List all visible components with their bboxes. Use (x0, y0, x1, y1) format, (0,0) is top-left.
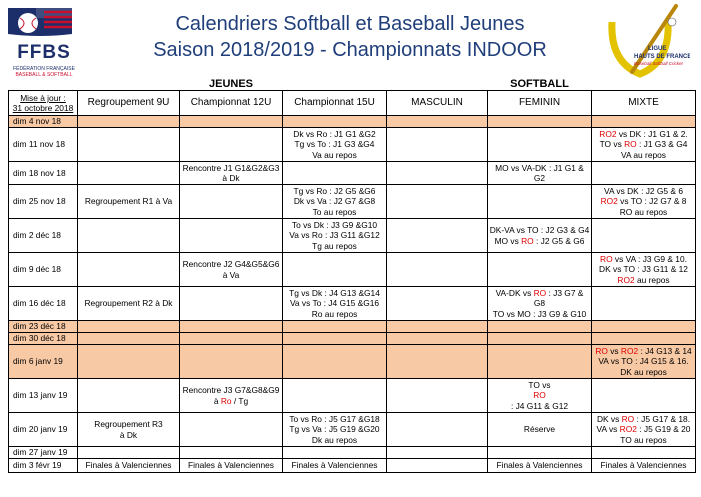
cell-text: Finales à Valenciennes (496, 460, 583, 471)
col-header-regroupement-9u: Regroupement 9U (78, 91, 180, 116)
cell-feminin (488, 379, 592, 413)
cell-feminin (488, 219, 592, 253)
cell-text: à Dk (119, 429, 138, 440)
schedule-row (9, 333, 696, 345)
team-highlight: RO (600, 253, 613, 264)
schedule-row (9, 287, 696, 321)
date-cell: dim 18 nov 18 (9, 162, 78, 185)
cell-text: RO au repos (619, 206, 668, 217)
cell-text: : J1 G3 & G4 (636, 139, 688, 150)
cell-text: To au repos (312, 206, 357, 217)
cell-text: DK vs TO : J3 G11 & 12 (599, 264, 688, 275)
cell-mixte (592, 162, 696, 185)
cell-feminin (488, 333, 592, 345)
cell-championnat-12u (180, 116, 283, 128)
cell-text: MO vs VA-DK : J1 G1 & (495, 162, 584, 173)
cell-regroupement-9u (78, 185, 180, 219)
cell-text: TO vs (528, 379, 551, 390)
cell-text: vs DK : J1 G1 & 2. (616, 128, 688, 139)
cell-mixte (592, 345, 696, 379)
date-cell: dim 11 nov 18 (9, 128, 78, 162)
cell-championnat-12u (180, 287, 283, 321)
cell-feminin (488, 116, 592, 128)
team-highlight: RO (624, 139, 637, 150)
cell-text: VA vs DK : J2 G5 & 6 (604, 185, 683, 196)
update-date-header (9, 91, 78, 116)
cell-text: à Dk (222, 173, 240, 183)
ffbs-letters: FFBS (17, 42, 71, 63)
cell-text: : J4 G11 & G12 (510, 400, 569, 411)
cell-mixte (592, 128, 696, 162)
ligue-line3: Baseball Softball Cricket (634, 61, 683, 66)
calendar-table (8, 78, 696, 473)
cell-championnat-12u (180, 219, 283, 253)
schedule-row (9, 219, 696, 253)
ffbs-sub1: FÉDÉRATION FRANÇAISE (13, 66, 75, 72)
cell-mixte (592, 185, 696, 219)
title-line2: Saison 2018/2019 - Championnats INDOOR (153, 39, 547, 61)
cell-feminin (488, 287, 592, 321)
cell-masculin (387, 185, 488, 219)
calendar-table-wrapper (8, 78, 696, 473)
cell-championnat-15u (283, 379, 387, 413)
team-highlight: RO2 (600, 196, 618, 207)
team-highlight: RO2 (619, 424, 637, 435)
team-highlight: RO2 (620, 345, 639, 356)
cell-mixte (592, 116, 696, 128)
ffbs-logo (6, 4, 78, 80)
cell-championnat-15u (283, 128, 387, 162)
col-header-championnat-12u: Championnat 12U (180, 91, 283, 116)
cell-text: Tg au repos (312, 240, 357, 251)
date-cell: dim 2 déc 18 (9, 219, 78, 253)
schedule-row (9, 379, 696, 413)
cell-feminin (488, 447, 592, 459)
cell-masculin (387, 333, 488, 345)
cell-text: To vs Dk : J3 G9 &G10 (291, 219, 378, 230)
cell-text: DK au repos (620, 366, 667, 377)
cell-championnat-15u (283, 321, 387, 333)
cell-mixte (592, 333, 696, 345)
cell-text: Tg vs Ro : J2 G5 &G6 (293, 185, 376, 196)
cell-regroupement-9u (78, 459, 180, 473)
cell-feminin (488, 253, 592, 287)
cell-championnat-12u (180, 185, 283, 219)
cell-regroupement-9u (78, 162, 180, 185)
cell-text: : J4 G13 & 14 (638, 345, 692, 356)
cell-masculin (387, 379, 488, 413)
date-cell: dim 23 déc 18 (9, 321, 78, 333)
cell-text: : J2 G5 & G6 (533, 235, 585, 246)
update-label: Mise à jour : (20, 93, 66, 103)
col-header-championnat-15u: Championnat 15U (283, 91, 387, 116)
cell-text: TO vs (599, 139, 625, 150)
date-cell: dim 25 nov 18 (9, 185, 78, 219)
group-jeunes: JEUNES (208, 78, 254, 90)
cell-text: DK-VA vs TO : J2 G3 & G4 (489, 225, 590, 235)
date-cell: dim 6 janv 19 (9, 345, 78, 379)
cell-text: G2 (533, 173, 546, 183)
cell-masculin (387, 287, 488, 321)
cell-championnat-15u (283, 162, 387, 185)
date-cell: dim 9 déc 18 (9, 253, 78, 287)
cell-text: : J3 G7 & G8 (533, 287, 584, 309)
cell-text: Dk vs Va : J2 G7 &G8 (293, 196, 376, 207)
cell-text: Dk vs Ro : J1 G1 &G2 (293, 128, 376, 139)
cell-masculin (387, 345, 488, 379)
cell-text: / Tg (231, 395, 249, 406)
cell-championnat-12u (180, 413, 283, 447)
cell-feminin (488, 185, 592, 219)
cell-text: Tg vs Va : J5 G19 &G20 (289, 424, 380, 435)
cell-championnat-12u (180, 345, 283, 379)
team-highlight: RO2 (617, 274, 635, 285)
cell-championnat-15u (283, 116, 387, 128)
schedule-row (9, 116, 696, 128)
cell-masculin (387, 321, 488, 333)
schedule-row (9, 413, 696, 447)
schedule-row (9, 128, 696, 162)
team-highlight: RO (533, 287, 547, 298)
cell-feminin (488, 459, 592, 473)
cell-text: Regroupement R2 à Dk (84, 298, 173, 309)
cell-text: MO vs (494, 235, 522, 246)
team-highlight: RO2 (599, 128, 617, 139)
cell-championnat-12u (180, 333, 283, 345)
date-cell: dim 13 janv 19 (9, 379, 78, 413)
cell-text: DK vs (596, 413, 622, 424)
ffbs-emblem-icon (6, 4, 78, 44)
schedule-row (9, 185, 696, 219)
cell-text: Finales à Valenciennes (291, 460, 378, 471)
cell-mixte (592, 253, 696, 287)
cell-text: Finales à Valenciennes (600, 460, 687, 471)
cell-championnat-15u (283, 345, 387, 379)
date-cell: dim 20 janv 19 (9, 413, 78, 447)
cell-text: à (213, 395, 221, 406)
cell-regroupement-9u (78, 447, 180, 459)
cell-championnat-12u (180, 321, 283, 333)
cell-championnat-12u (180, 447, 283, 459)
cell-masculin (387, 116, 488, 128)
cell-masculin (387, 128, 488, 162)
cell-text: Regroupement R3 (94, 419, 163, 429)
cell-text: : J5 G19 & 20 (636, 424, 691, 435)
cell-mixte (592, 413, 696, 447)
column-header-row (9, 91, 696, 116)
cell-text: à Va (222, 269, 240, 280)
date-cell: dim 30 déc 18 (9, 333, 78, 345)
cell-text: Finales à Valenciennes (188, 460, 274, 471)
cell-championnat-15u (283, 253, 387, 287)
cell-masculin (387, 459, 488, 473)
cell-mixte (592, 379, 696, 413)
team-highlight: RO (595, 345, 608, 356)
cell-text: VA vs (596, 424, 620, 435)
cell-feminin (488, 162, 592, 185)
cell-text: VA au repos (620, 149, 666, 160)
team-highlight: Ro (220, 395, 232, 406)
cell-text: TO vs MO : J3 G9 & G10 (492, 308, 587, 319)
team-highlight: RO (533, 390, 546, 401)
cell-championnat-15u (283, 219, 387, 253)
ffbs-subtitle (6, 66, 82, 78)
cell-masculin (387, 253, 488, 287)
schedule-row (9, 345, 696, 379)
cell-text: Ro au repos (311, 308, 358, 319)
cell-text: Regroupement R1 à Va (84, 196, 173, 207)
cell-text: To vs Ro : J5 G17 &G18 (289, 413, 380, 424)
cell-text: VA vs TO : J4 G15 & 16. (598, 356, 689, 367)
cell-regroupement-9u (78, 413, 180, 447)
cell-championnat-15u (283, 185, 387, 219)
cell-championnat-15u (283, 287, 387, 321)
cell-text: Rencontre J3 G7&G8&G9 (182, 385, 280, 395)
cell-regroupement-9u (78, 321, 180, 333)
ligue-line2: HAUTS DE FRANCE (634, 54, 690, 60)
group-softball: SOFTBALL (510, 78, 569, 90)
cell-regroupement-9u (78, 287, 180, 321)
team-highlight: RO (621, 413, 635, 424)
cell-text: au repos (634, 274, 670, 285)
cell-text: Finales à Valenciennes (85, 460, 172, 471)
cell-masculin (387, 413, 488, 447)
schedule-row (9, 447, 696, 459)
cell-feminin (488, 413, 592, 447)
date-cell: dim 4 nov 18 (9, 116, 78, 128)
cell-text: vs TO : J2 G7 & 8 (617, 196, 687, 207)
date-cell: dim 16 déc 18 (9, 287, 78, 321)
cell-mixte (592, 287, 696, 321)
schedule-row (9, 321, 696, 333)
cell-masculin (387, 447, 488, 459)
cell-masculin (387, 162, 488, 185)
cell-mixte (592, 321, 696, 333)
cell-feminin (488, 128, 592, 162)
cell-feminin (488, 321, 592, 333)
cell-mixte (592, 459, 696, 473)
cell-regroupement-9u (78, 333, 180, 345)
cell-text: Dk au repos (311, 434, 358, 445)
group-header-row (9, 78, 696, 91)
cell-mixte (592, 447, 696, 459)
date-cell: dim 3 févr 19 (9, 459, 78, 473)
cell-regroupement-9u (78, 379, 180, 413)
cell-text: Va au repos (312, 149, 357, 160)
cell-regroupement-9u (78, 253, 180, 287)
cell-championnat-15u (283, 447, 387, 459)
cell-feminin (488, 345, 592, 379)
cell-championnat-12u (180, 459, 283, 473)
ffbs-sub2: BASEBALL & SOFTBALL (15, 72, 73, 78)
col-header-mixte: MIXTE (592, 91, 696, 116)
cell-regroupement-9u (78, 116, 180, 128)
schedule-row (9, 459, 696, 473)
ligue-line1: LIGUE (648, 46, 667, 52)
title-line1: Calendriers Softball et Baseball Jeunes (175, 13, 525, 35)
cell-text: : J5 G17 & 18. (634, 413, 691, 424)
schedule-row (9, 253, 696, 287)
cell-championnat-12u (180, 379, 283, 413)
cell-masculin (387, 219, 488, 253)
page-title (110, 11, 590, 63)
date-cell: dim 27 janv 19 (9, 447, 78, 459)
cell-text: Va vs To : J4 G15 &G16 (289, 298, 380, 309)
col-header-feminin: FEMININ (488, 91, 592, 116)
cell-championnat-15u (283, 413, 387, 447)
cell-regroupement-9u (78, 345, 180, 379)
cell-text: Tg vs To : J1 G3 &G4 (294, 139, 375, 150)
cell-championnat-12u (180, 253, 283, 287)
team-highlight: RO (521, 235, 534, 246)
cell-text: VA-DK vs (495, 287, 534, 298)
cell-regroupement-9u (78, 219, 180, 253)
cell-championnat-12u (180, 162, 283, 185)
cell-text: vs (607, 345, 621, 356)
cell-regroupement-9u (78, 128, 180, 162)
schedule-row (9, 162, 696, 185)
cell-text: Rencontre J1 G1&G2&G3 (182, 162, 280, 173)
cell-championnat-15u (283, 459, 387, 473)
cell-text: Rencontre J2 G4&G5&G6 (182, 259, 280, 269)
cell-text: vs VA : J3 G9 & 10. (612, 253, 687, 264)
cell-text: Tg vs Dk : J4 G13 &G14 (289, 287, 380, 298)
cell-championnat-15u (283, 333, 387, 345)
update-date: 31 octobre 2018 (12, 103, 74, 113)
cell-text: TO au repos (620, 434, 667, 445)
cell-championnat-12u (180, 128, 283, 162)
cell-text: Va vs Ro : J3 G11 &G12 (289, 230, 380, 241)
cell-text: Réserve (523, 424, 556, 435)
col-header-masculin: MASCULIN (387, 91, 488, 116)
cell-mixte (592, 219, 696, 253)
